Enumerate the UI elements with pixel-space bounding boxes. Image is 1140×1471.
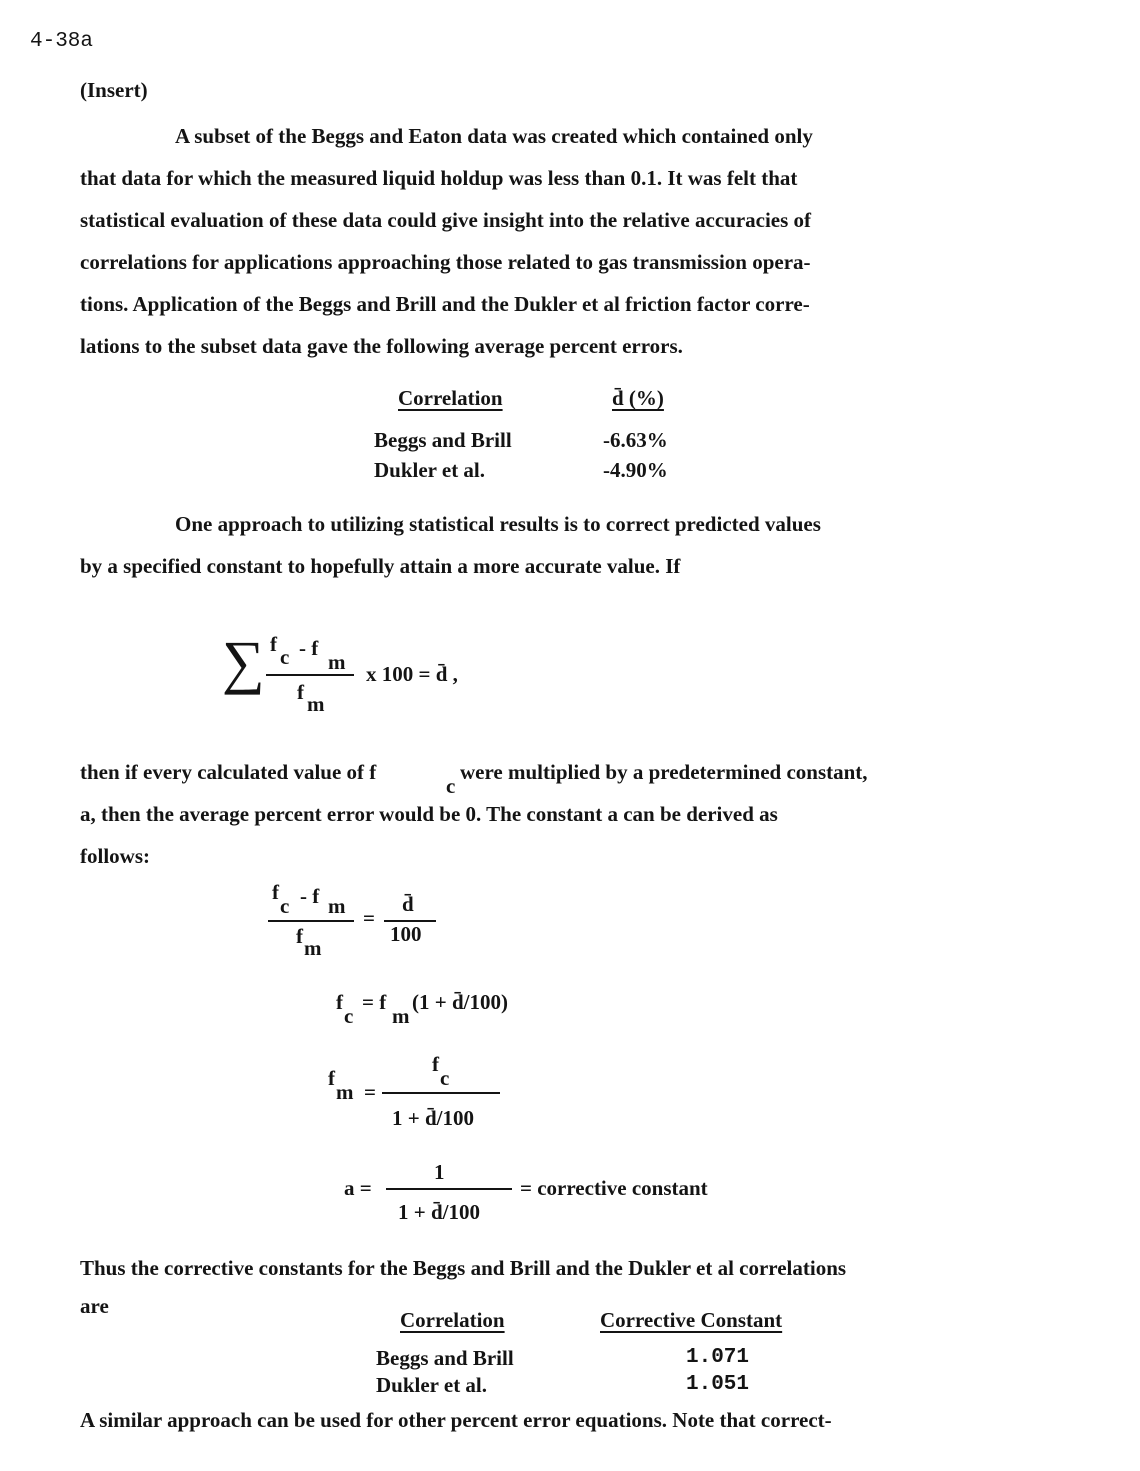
para1-line-4: correlations for applications approaching those related to gas transmission opera-: [80, 250, 811, 274]
para1-line-5: tions. Application of the Beggs and Brill and the Dukler et al friction factor corre-: [80, 292, 810, 316]
sigma-symbol: ∑: [222, 629, 265, 695]
para2-line-1: One approach to utilizing statistical results is to correct predicted values: [175, 512, 821, 536]
para4-line-2: are: [80, 1294, 109, 1318]
para3-line-1a: then if every calculated value of f: [80, 760, 377, 784]
para5-line-1: A similar approach can be used for other percent error equations. Note that correct-: [80, 1408, 832, 1432]
para1-line-2: that data for which the measured liquid holdup was less than 0.1. It was felt that: [80, 166, 798, 190]
table1-row2-name: Dukler et al.: [374, 458, 486, 482]
page-number: 4-38a: [30, 30, 94, 53]
para1-line-6: lations to the subset data gave the following average percent errors.: [80, 334, 683, 358]
para3-subscript-c: c: [446, 774, 456, 798]
table2-row1-name: Beggs and Brill: [376, 1346, 514, 1370]
para2-line-2: by a specified constant to hopefully attain a more accurate value. If: [80, 554, 681, 578]
table2-row2-name: Dukler et al.: [376, 1373, 488, 1397]
para4-line-1: Thus the corrective constants for the Beggs and Brill and the Dukler et al correlations: [80, 1256, 847, 1280]
para3-line-2: a, then the average percent error would be 0. The constant a can be derived as: [80, 802, 778, 826]
para1-line-1: A subset of the Beggs and Eaton data was created which contained only: [175, 124, 813, 148]
table2-row2-value: 1.051: [686, 1373, 750, 1396]
table2-header-constant: Corrective Constant: [600, 1308, 783, 1332]
table2-row1-value: 1.071: [686, 1346, 750, 1369]
table1-row1-name: Beggs and Brill: [374, 428, 512, 452]
para3-line-1b: were multiplied by a predetermined constant,: [460, 760, 868, 784]
table1-row2-value: -4.90%: [603, 458, 668, 482]
insert-label: (Insert): [80, 78, 148, 102]
para1-line-3: statistical evaluation of these data could give insight into the relative accuracies of: [80, 208, 812, 232]
table2-header-correlation: Correlation: [400, 1308, 505, 1332]
table1-row1-value: -6.63%: [603, 428, 668, 452]
table1-header-correlation: Correlation: [398, 386, 503, 410]
table1-header-error: d̄ (%): [612, 386, 664, 410]
para3-line-3: follows:: [80, 844, 150, 868]
